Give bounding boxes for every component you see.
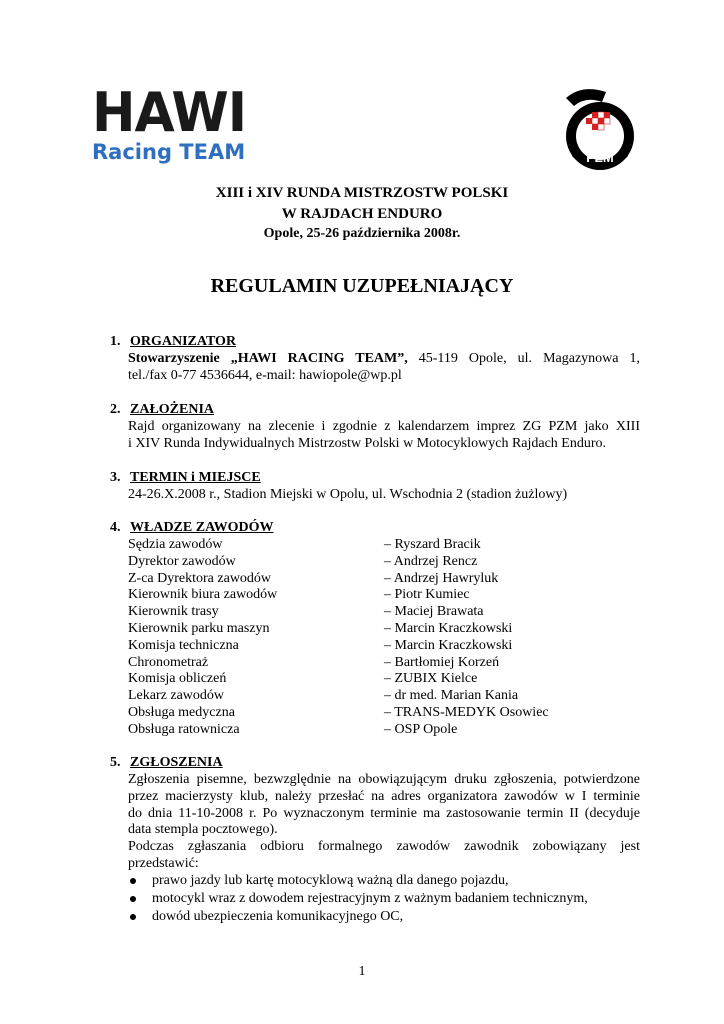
hawi-logo-word: HAWI [92, 81, 247, 145]
official-person: – TRANS-MEDYK Osowiec [384, 705, 549, 720]
section-date-place [110, 470, 640, 506]
organizer-address: 45-119 Opole, ul. Magazynowa 1, [418, 351, 640, 366]
official-person: – Andrzej Hawryluk [384, 571, 499, 586]
official-row [128, 671, 628, 688]
section-organizer [110, 334, 640, 386]
official-person: – Marcin Kraczkowski [384, 638, 513, 653]
official-person: – Ryszard Bracik [384, 537, 481, 552]
section-assumptions [110, 402, 640, 454]
event-title-line1: XIII i XIV RUNDA MISTRZOSTW POLSKI [215, 185, 509, 201]
section-number: 2. [110, 402, 121, 417]
official-person: – dr med. Marian Kania [384, 688, 519, 703]
list-item-text: dowód ubezpieczenia komunikacyjnego OC, [152, 909, 404, 924]
official-person: – Bartłomiej Korzeń [384, 655, 500, 670]
organizer-contact: tel./fax 0-77 4536644, e-mail: hawiopole@wp.pl [128, 368, 402, 383]
event-date-location: Opole, 25-26 października 2008r. [263, 226, 461, 241]
date-place-line: 24-26.X.2008 r., Stadion Miejski w Opolu, ul. Wschodnia 2 (stadion żużlowy) [128, 487, 568, 502]
official-row [128, 554, 628, 571]
official-person: – Andrzej Rencz [384, 554, 478, 569]
entries-p2-line: Podczas zgłaszania odbioru formalnego zawodów zawodnik zobowiązany jest [128, 839, 640, 854]
official-row [128, 537, 628, 554]
organizer-line1 [128, 351, 640, 368]
bullet-icon [130, 914, 136, 920]
hawi-racing-team-logo [92, 81, 274, 164]
entries-p1-line: do dnia 11-10-2008 r. Po wyznaczonym terminie ma zastosowanie termin II (decyduje [128, 806, 640, 821]
bullet-icon [130, 896, 136, 902]
assumptions-line1: Rajd organizowany na zlecenie i zgodnie z kalendarzem imprez ZG PZM jako XIII [128, 419, 640, 434]
official-row [128, 587, 628, 604]
event-title-line2: W RAJDACH ENDURO [281, 206, 443, 222]
entries-p1-line: Zgłoszenia pisemne, bezwzględnie na obowiązującym druku zgłoszenia, potwierdzone [128, 772, 640, 787]
section-number: 4. [110, 520, 121, 535]
section-heading: ORGANIZATOR [130, 334, 237, 349]
official-person: – OSP Opole [384, 722, 458, 737]
page-number: 1 [358, 964, 366, 979]
official-role: Kierownik biura zawodów [128, 587, 278, 602]
official-role: Lekarz zawodów [128, 688, 225, 703]
hawi-logo-subtitle: Racing TEAM [92, 140, 246, 164]
official-row [128, 655, 628, 672]
document-title: REGULAMIN UZUPEŁNIAJĄCY [210, 275, 514, 297]
section-number: 3. [110, 470, 121, 485]
section-number: 5. [110, 755, 121, 770]
pzm-logo [562, 84, 638, 174]
official-person: – Piotr Kumiec [384, 587, 470, 602]
official-person: – ZUBIX Kielce [384, 671, 478, 686]
list-item-text: motocykl wraz z dowodem rejestracyjnym z ważnym badaniem technicznym, [152, 891, 588, 906]
official-person: – Marcin Kraczkowski [384, 621, 513, 636]
section-heading: ZAŁOŻENIA [130, 402, 215, 417]
official-role: Komisja techniczna [128, 638, 239, 653]
official-role: Kierownik trasy [128, 604, 219, 619]
official-role: Kierownik parku maszyn [128, 621, 270, 636]
official-row [128, 688, 628, 705]
section-heading: WŁADZE ZAWODÓW [130, 520, 274, 535]
official-role: Sędzia zawodów [128, 537, 223, 552]
bullet-icon [130, 878, 136, 884]
official-row [128, 705, 628, 722]
section-heading: TERMIN i MIEJSCE [130, 470, 261, 485]
organizer-name: Stowarzyszenie „HAWI RACING TEAM”, [128, 351, 408, 366]
pzm-logo-text: PZM [586, 150, 614, 165]
list-item-text: prawo jazdy lub kartę motocyklową ważną dla danego pojazdu, [152, 873, 509, 888]
section-number: 1. [110, 334, 121, 349]
official-row [128, 571, 628, 588]
section-heading: ZGŁOSZENIA [130, 755, 223, 770]
entries-p1-line: data stempla pocztowego). [128, 822, 278, 837]
entries-p1-line: przez macierzysty klub, należy przesłać na adres organizatora zawodów w I terminie [128, 789, 640, 804]
official-role: Obsługa medyczna [128, 705, 235, 720]
official-role: Dyrektor zawodów [128, 554, 236, 569]
section-officials [110, 520, 640, 742]
official-row [128, 638, 628, 655]
official-role: Obsługa ratownicza [128, 722, 240, 737]
official-row [128, 722, 628, 739]
assumptions-line2: i XIV Runda Indywidualnych Mistrzostw Polski w Motocyklowych Rajdach Enduro. [128, 436, 607, 451]
official-row [128, 621, 628, 638]
entries-p2-line: przedstawić: [128, 856, 199, 871]
official-role: Komisja obliczeń [128, 671, 227, 686]
official-role: Chronometraż [128, 655, 209, 670]
official-row [128, 604, 628, 621]
section-entries [110, 755, 640, 955]
official-role: Z-ca Dyrektora zawodów [128, 571, 272, 586]
official-person: – Maciej Brawata [384, 604, 484, 619]
